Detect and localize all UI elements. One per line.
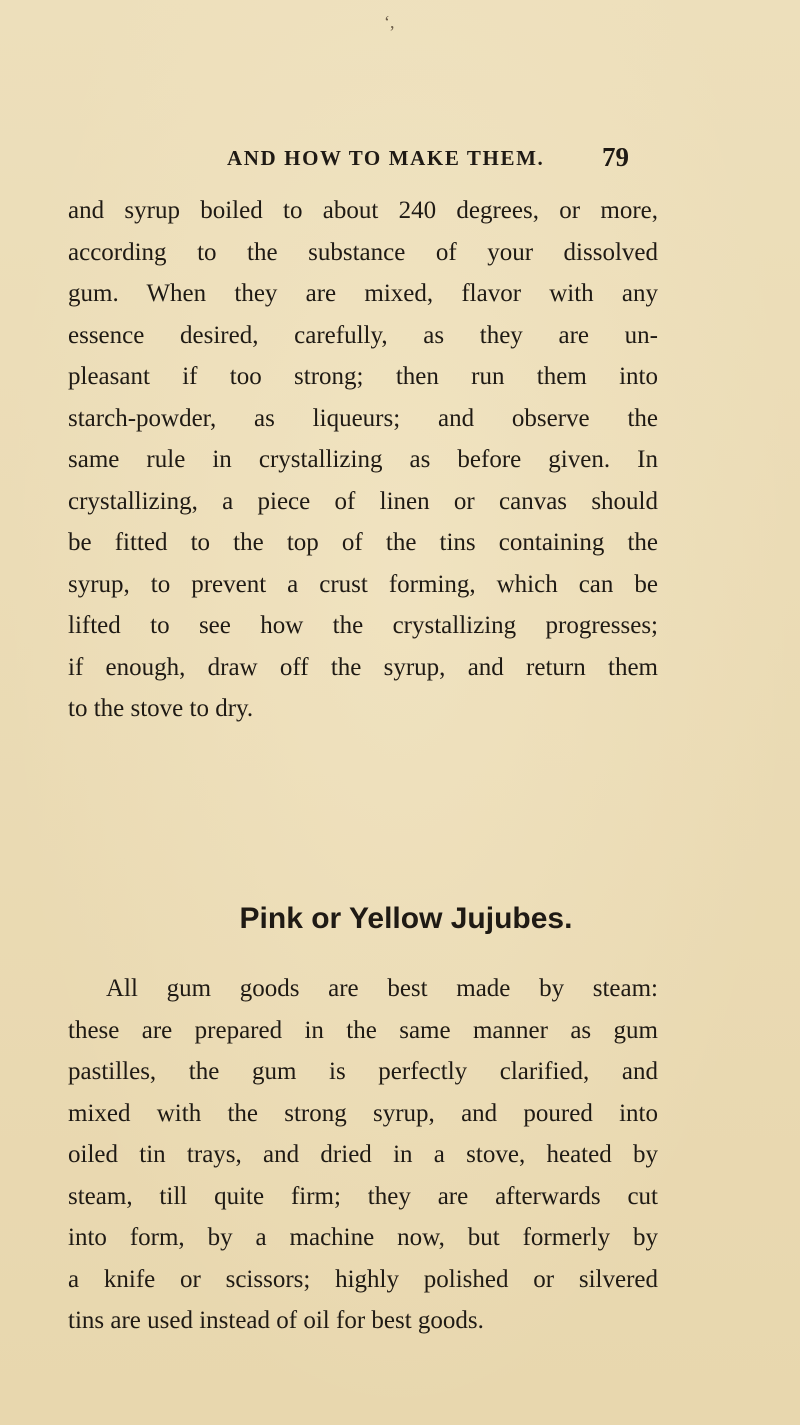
page-number: 79	[602, 142, 629, 172]
text-line: tins are used instead of oil for best goods.	[68, 1307, 484, 1334]
paragraph-continued	[68, 190, 658, 730]
text-line: mixed with the strong syrup, and poured into	[68, 1099, 658, 1127]
text-line: to the stove to dry.	[68, 695, 254, 722]
text-line: All gum goods are best made by steam:	[106, 975, 658, 1002]
page-header	[0, 142, 800, 178]
text-line: crystallizing, a piece of linen or canvas should	[68, 487, 658, 515]
text-line: if enough, draw off the syrup, and return them	[68, 653, 658, 681]
text-line: starch-powder, as liqueurs; and observe the	[68, 404, 658, 432]
text-line: steam, till quite firm; they are afterwards cut	[68, 1182, 658, 1210]
text-line: according to the substance of your dissolved	[68, 238, 658, 266]
text-line: be fitted to the top of the tins containing the	[68, 529, 658, 556]
text-line: syrup, to prevent a crust forming, which can be	[68, 570, 658, 598]
running-head: AND HOW TO MAKE THEM.	[227, 146, 545, 170]
top-mark: ‘,	[384, 12, 395, 32]
paragraph-jujubes	[68, 968, 658, 1342]
text-line: lifted to see how the crystallizing progresses;	[68, 612, 658, 639]
text-line: and syrup boiled to about 240 degrees, or more,	[68, 197, 658, 224]
text-line: gum. When they are mixed, flavor with any	[68, 280, 658, 307]
text-line: pleasant if too strong; then run them into	[68, 363, 658, 390]
text-line: pastilles, the gum is perfectly clarified, and	[68, 1058, 658, 1085]
text-line: same rule in crystallizing as before given. In	[68, 446, 658, 473]
text-line: oiled tin trays, and dried in a stove, heated by	[68, 1141, 658, 1168]
text-line: essence desired, carefully, as they are un-	[68, 321, 658, 349]
text-line: into form, by a machine now, but formerly by	[68, 1224, 658, 1251]
section-heading: Pink or Yellow Jujubes.	[239, 902, 573, 935]
text-line: these are prepared in the same manner as gum	[68, 1016, 658, 1044]
text-line: a knife or scissors; highly polished or silvered	[68, 1265, 658, 1293]
